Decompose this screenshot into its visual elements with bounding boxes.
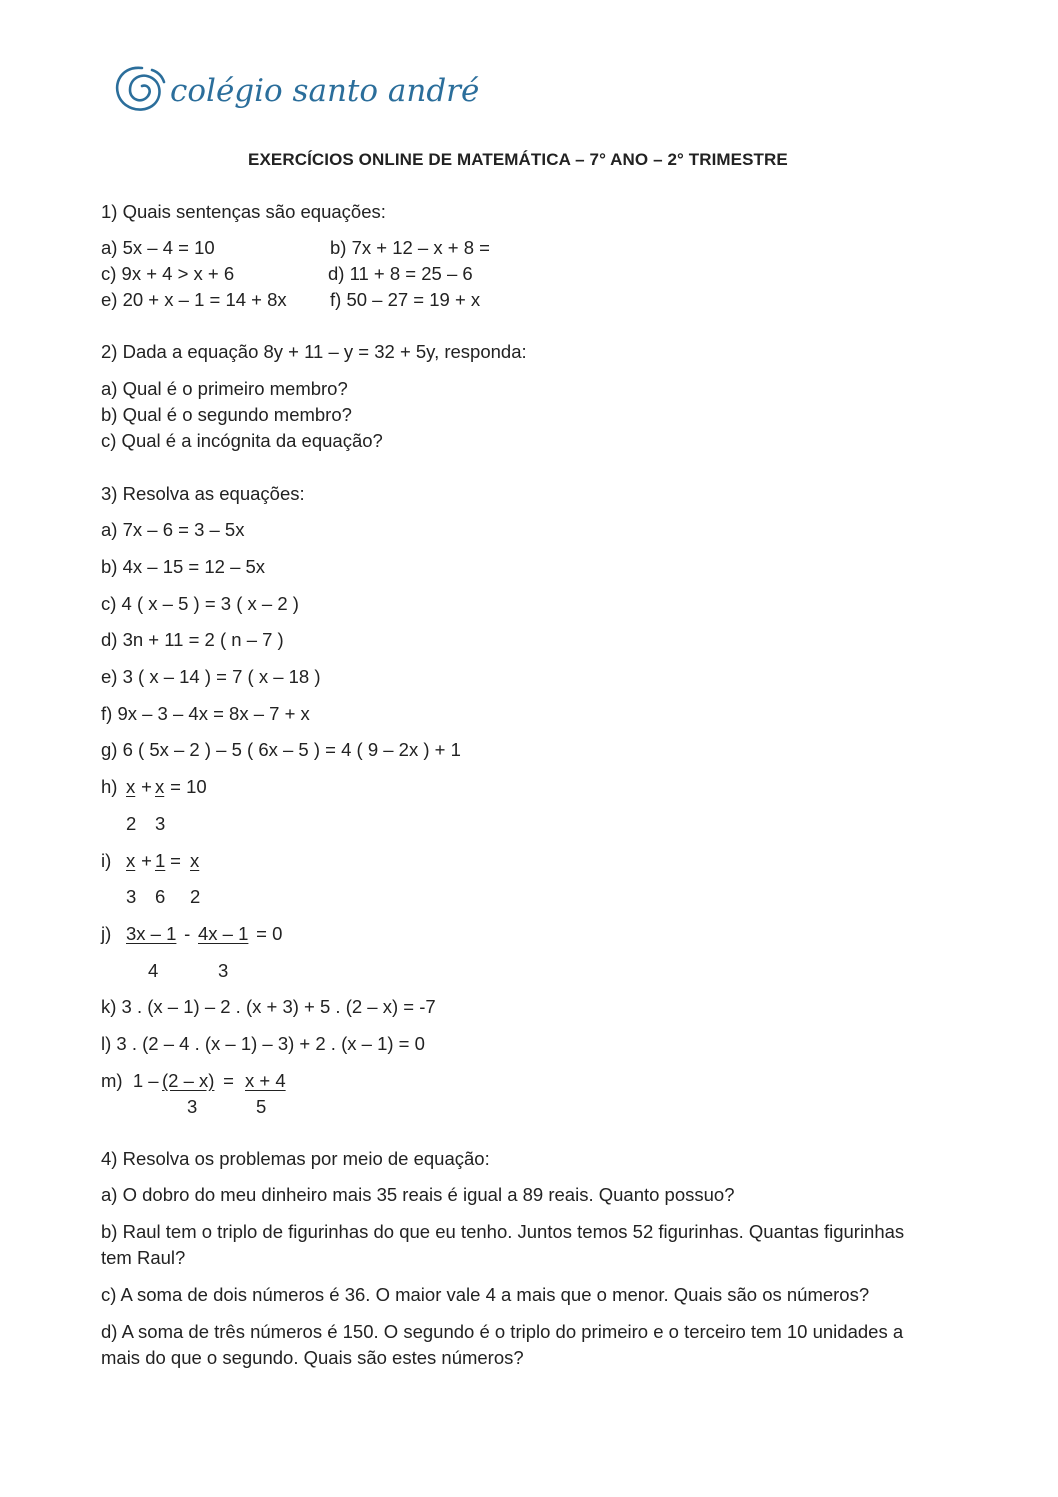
q3-equation-g: g) 6 ( 5x – 2 ) – 5 ( 6x – 5 ) = 4 ( 9 – 2x ) + 1: [101, 739, 461, 760]
q1-item: a) 5x – 4 = 10: [101, 237, 215, 258]
item-label: m) 1 –: [101, 1070, 164, 1091]
denominator: 3: [155, 813, 166, 834]
logo-text: colégio santo andré: [170, 73, 480, 109]
spiral-logo-icon: [112, 62, 168, 118]
q1-item: b) 7x + 12 – x + 8 =: [330, 237, 490, 258]
denominator: 3: [218, 960, 229, 981]
q4-title: 4) Resolva os problemas por meio de equação:: [101, 1148, 490, 1169]
denominator: 3: [187, 1096, 198, 1117]
numerator: 3x – 1: [126, 923, 177, 944]
denominator: 2: [190, 886, 201, 907]
equation-rest: = 10: [165, 776, 207, 797]
q4-problem-b-line2: tem Raul?: [101, 1247, 186, 1268]
denominator: 4: [148, 960, 159, 981]
page-title: EXERCÍCIOS ONLINE DE MATEMÁTICA – 7° ANO – 2° TRIMESTRE: [248, 150, 788, 169]
q3-equation-k: k) 3 . (x – 1) – 2 . (x + 3) + 5 . (2 – x) = -7: [101, 996, 436, 1017]
operator: =: [165, 850, 187, 871]
q4-problem-a: a) O dobro do meu dinheiro mais 35 reais é igual a 89 reais. Quanto possuo?: [101, 1184, 735, 1205]
item-label: i): [101, 850, 112, 871]
equation-rest: = 0: [251, 923, 283, 944]
q2-item: b) Qual é o segundo membro?: [101, 404, 352, 425]
item-label: h): [101, 776, 118, 797]
q1-item: e) 20 + x – 1 = 14 + 8x: [101, 289, 287, 310]
q4-problem-d-line2: mais do que o segundo. Quais são estes números?: [101, 1347, 524, 1368]
denominator: 5: [256, 1096, 267, 1117]
q4-problem-b-line1: b) Raul tem o triplo de figurinhas do que eu tenho. Juntos temos 52 figurinhas. Quantas figurinhas: [101, 1221, 905, 1242]
q3-title: 3) Resolva as equações:: [101, 483, 305, 504]
numerator: x: [126, 850, 136, 871]
numerator: 1: [155, 850, 166, 871]
operator: +: [136, 776, 158, 797]
denominator: 2: [126, 813, 137, 834]
numerator: x: [190, 850, 200, 871]
numerator: (2 – x): [162, 1070, 215, 1091]
operator: =: [218, 1070, 240, 1091]
q3-equation-a: a) 7x – 6 = 3 – 5x: [101, 519, 245, 540]
q3-equation-f: f) 9x – 3 – 4x = 8x – 7 + x: [101, 703, 310, 724]
q2-item: a) Qual é o primeiro membro?: [101, 378, 348, 399]
operator: +: [136, 850, 158, 871]
q3-equation-d: d) 3n + 11 = 2 ( n – 7 ): [101, 629, 284, 650]
denominator: 6: [155, 886, 166, 907]
q3-equation-c: c) 4 ( x – 5 ) = 3 ( x – 2 ): [101, 593, 299, 614]
q2-title: 2) Dada a equação 8y + 11 – y = 32 + 5y, responda:: [101, 341, 527, 362]
q3-equation-l: l) 3 . (2 – 4 . (x – 1) – 3) + 2 . (x – 1) = 0: [101, 1033, 425, 1054]
item-label: j): [101, 923, 112, 944]
q1-item: c) 9x + 4 > x + 6: [101, 263, 235, 284]
numerator: x + 4: [245, 1070, 286, 1091]
operator: -: [179, 923, 196, 944]
numerator: 4x – 1: [198, 923, 249, 944]
q4-problem-c: c) A soma de dois números é 36. O maior vale 4 a mais que o menor. Quais são os números?: [101, 1284, 870, 1305]
q1-item: d) 11 + 8 = 25 – 6: [328, 263, 473, 284]
numerator: x: [126, 776, 136, 797]
numerator: x: [155, 776, 165, 797]
q2-item: c) Qual é a incógnita da equação?: [101, 430, 383, 451]
q1-item: f) 50 – 27 = 19 + x: [330, 289, 481, 310]
q4-problem-d-line1: d) A soma de três números é 150. O segundo é o triplo do primeiro e o terceiro tem 10 unidades a: [101, 1321, 904, 1342]
q3-equation-e: e) 3 ( x – 14 ) = 7 ( x – 18 ): [101, 666, 321, 687]
q1-title: 1) Quais sentenças são equações:: [101, 201, 386, 222]
denominator: 3: [126, 886, 137, 907]
q3-equation-b: b) 4x – 15 = 12 – 5x: [101, 556, 266, 577]
